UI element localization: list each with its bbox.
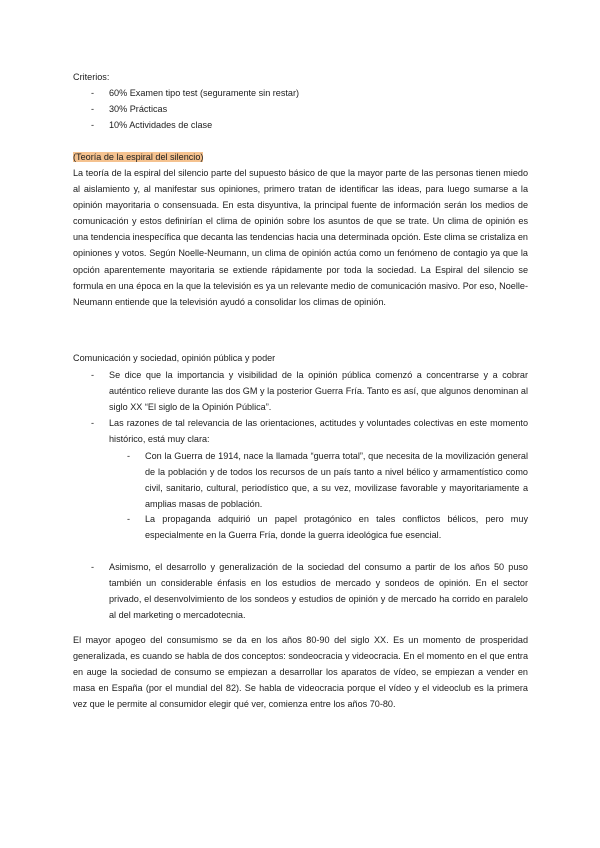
bullet-dash: - — [91, 562, 95, 572]
bullet-dash: - — [91, 370, 95, 380]
comunicacion-sub-item-1: Con la Guerra de 1914, nace la llamada “guerra total”, que necesita de la movilización general de la población y de todos los recursos de un país tanto a nivel bélico y armamentístico como civil, sanitario, cultural, periodístico que, a su vez, movilizase favorable y mayoritariamente a amplias masas de población. — [145, 451, 528, 510]
criterio-item-3: 10% Actividades de clase — [109, 120, 213, 130]
comunicacion-title: Comunicación y sociedad, opinión pública y poder — [73, 353, 276, 363]
bullet-dash: - — [91, 88, 95, 98]
bullet-dash: - — [91, 418, 95, 428]
criterio-item-2: 30% Prácticas — [109, 104, 168, 114]
comunicacion-item-3: Asimismo, el desarrollo y generalización de la sociedad del consumo a partir de los años 50 puso también un considerable énfasis en los estudios de mercado y sondeos de opinión. En el sector privado, el desenvolvimiento de los sondeos y estudios de opinión y de mercado ha corrido en paralelo al del marketing o mercadotecnia. — [109, 562, 528, 621]
bullet-dash: - — [91, 104, 95, 114]
comunicacion-item-2: Las razones de tal relevancia de las orientaciones, actitudes y voluntades colectivas en este momento histórico, está muy clara: — [109, 418, 528, 445]
espiral-heading — [73, 149, 203, 165]
criterio-item-1: 60% Examen tipo test (seguramente sin restar) — [109, 88, 300, 98]
sub-bullet-dash: - — [127, 514, 131, 524]
bullet-dash: - — [91, 120, 95, 130]
consumismo-body: El mayor apogeo del consumismo se da en los años 80-90 del siglo XX. Es un momento de prosperidad generalizada, es cuando se habla de dos conceptos: sondeocracia y videocracia. En el momento en el que entra en auge la sociedad de consumo se empiezan a desarrollar los aparatos de vídeo, se empiezan a vender en masa en España (por el mundial del 82). Se habla de videocracia porque el vídeo y el videoclub es la primera vez que le permite al consumidor elegir qué ver, comienza entre los años 70-80. — [73, 635, 528, 710]
comunicacion-sub-item-2: La propaganda adquirió un papel protagónico en tales conflictos bélicos, pero muy especialmente en la Guerra Fría, donde la guerra ideológica fue esencial. — [145, 514, 528, 541]
sub-bullet-dash: - — [127, 451, 131, 461]
criterios-title: Criterios: — [73, 72, 110, 82]
highlighted-heading: (Teoría de la espiral del silencio) — [73, 152, 204, 162]
comunicacion-item-1: Se dice que la importancia y visibilidad de la opinión pública comenzó a concentrarse y a cobrar auténtico relieve durante las dos GM y la posterior Guerra Fría. Tanto es así, que algunos denominan al siglo XX “El siglo de la Opinión Pública”. — [109, 370, 528, 413]
espiral-body: La teoría de la espiral del silencio parte del supuesto básico de que la mayor parte de las personas tienen miedo al aislamiento y, al manifestar sus opiniones, primero tratan de identificar las ideas, para luego sumarse a la opinión mayoritaria o consensuada. En esta disyuntiva, la principal fuente de información serán los medios de comunicación y estos definirían el clima de opinión sobre los asuntos de que se trate. Un clima de opinión es una tendencia inespecífica que decanta las tendencias hacia una determinada opción. Este clima se cristaliza en opiniones y votos. Según Noelle-Neumann, un clima de opinión actúa como un fenómeno de contagio ya que la opción aparentemente mayoritaria se extiende rápidamente por toda la sociedad. La Espiral del silencio se formula en una época en la que la televisión es ya un relevante medio de comunicación masivo. Por eso, Noelle-Neumann entiende que la televisión ayudó a consolidar los climas de opinión. — [73, 168, 528, 307]
